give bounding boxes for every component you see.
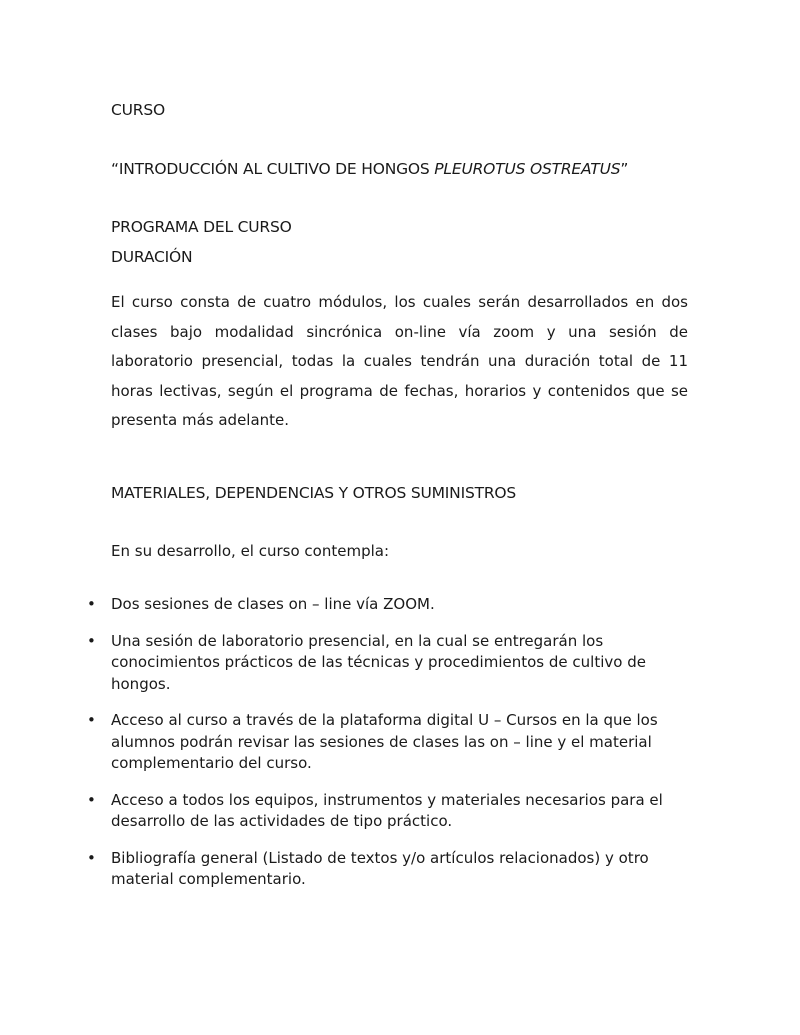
bullet-icon: •	[87, 848, 96, 867]
duration-paragraph: El curso consta de cuatro módulos, los cuales serán desarrollados en dos clases bajo modalidad sincrónica on-line vía zoom y una sesión de laboratorio presencial, todas la cuales tendrán una duración total de 11 horas lectivas, según el programa de fechas, horarios y contenidos que se presenta más adelante.	[111, 293, 688, 429]
materials-intro: En su desarrollo, el curso contempla:	[111, 542, 389, 560]
list-item-text: Acceso a todos los equipos, instrumentos y materiales necesarios para el desarrollo de las actividades de tipo práctico.	[111, 790, 663, 830]
materials-list	[0, 594, 800, 906]
list-item	[0, 594, 671, 616]
list-item-text: Una sesión de laboratorio presencial, en la cual se entregarán los conocimientos prácticos de las técnicas y procedimientos de cultivo de hongos.	[111, 631, 646, 693]
bullet-icon: •	[87, 790, 96, 809]
bullet-icon: •	[87, 631, 96, 650]
duration-heading: DURACIÓN	[111, 248, 193, 266]
course-title-suffix: ”	[620, 160, 629, 178]
list-item	[0, 848, 671, 891]
materials-heading: MATERIALES, DEPENDENCIAS Y OTROS SUMINISTROS	[111, 484, 517, 502]
list-item	[0, 790, 671, 833]
course-label: CURSO	[111, 101, 165, 119]
course-title	[111, 160, 628, 178]
bullet-icon: •	[87, 711, 96, 729]
program-heading: PROGRAMA DEL CURSO	[111, 218, 292, 236]
course-title-species: PLEUROTUS OSTREATUS	[434, 160, 621, 178]
course-title-prefix: “INTRODUCCIÓN AL CULTIVO DE HONGOS	[111, 160, 435, 178]
list-item	[0, 631, 671, 696]
list-item	[0, 710, 671, 775]
list-item-text: Acceso al curso a través de la plataforma digital U – Cursos en la que los alumnos podrán revisar las sesiones de clases las on – line y el material complementario del curso.	[111, 711, 658, 772]
list-item-text: Bibliografía general (Listado de textos y/o artículos relacionados) y otro material complementario.	[111, 848, 649, 888]
list-item-text: Dos sesiones de clases on – line vía ZOOM.	[111, 595, 435, 613]
bullet-icon: •	[87, 595, 96, 613]
